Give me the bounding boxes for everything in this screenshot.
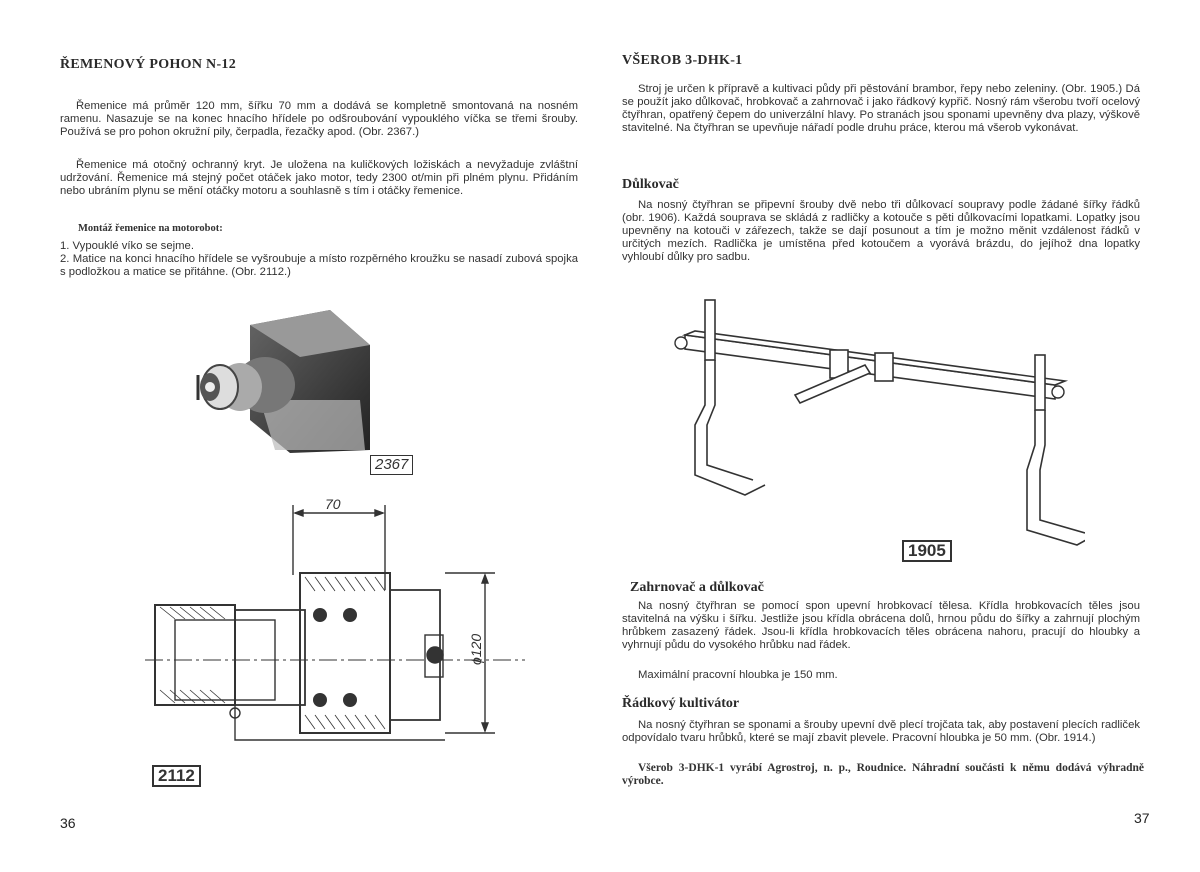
- figure-label-1905: 1905: [902, 540, 952, 562]
- section-title-kultivator: Řádkový kultivátor: [622, 696, 740, 711]
- dimension-120: ϕ120: [468, 633, 484, 665]
- intro-paragraph: Stroj je určen k přípravě a kultivaci půdy při pěstování brambor, řepy nebo zeleniny. (Obr. 1905.) Dá se použít jako důlkovač, hrobkovač a zahrnovač i jako řádkový kypřič. Nosný rám všerobu tvoří ocelový čtyřhran, opatřený čepem do univerzální hlavy. Po stranách jsou sponami upevněny dva plazy, výškově stavitelné. Na čtyřhran se upevňuje nářadí podle druhu práce, kterou má všerob vykonávat.: [622, 83, 1140, 135]
- section-title-zahrnovac: Zahrnovač a důlkovač: [630, 580, 764, 595]
- figure-label-2112: 2112: [152, 765, 201, 787]
- pulley-photo-figure: [180, 305, 380, 455]
- section-extra-zahrnovac: Maximální pracovní hloubka je 150 mm.: [638, 669, 838, 681]
- left-page-title: ŘEMENOVÝ POHON N-12: [60, 57, 237, 72]
- page-number-right: 37: [1134, 810, 1150, 826]
- pulley-section-drawing: [145, 495, 535, 755]
- dimension-70: 70: [325, 496, 341, 512]
- section-title-dulkovac: Důlkovač: [622, 177, 679, 192]
- cultivator-frame-figure: [665, 295, 1085, 555]
- paragraph: Řemenice má otočný ochranný kryt. Je uložena na kuličkových ložiskách a nevyžaduje zvláštní udržování. Řemenice má stejný počet otáček jako motor, tedy 2300 ot/min při plném plynu. Přidáním nebo ubráním plynu se mění otáčky motoru a souhlasně s tím i otáčky řemenice.: [60, 159, 578, 198]
- manufacturer-note: Všerob 3-DHK-1 vyrábí Agrostroj, n. p., Roudnice. Náhradní součásti k němu dodává výhradně výrobce.: [622, 762, 1144, 788]
- step-2: 2. Matice na konci hnacího hřídele se vyšroubuje a místo rozpěrného kroužku se nasadí zubová spojka s podložkou a matice se přitáhne. (Obr. 2112.): [60, 253, 578, 279]
- step-1: 1. Vypouklé víko se sejme.: [60, 240, 194, 252]
- section-text-kultivator: Na nosný čtyřhran se sponami a šrouby upevní dvě plecí trojčata tak, aby postavení plecích radliček odpovídalo tvaru hrůbků, které se mají zbavit plevele. Pracovní hloubka je 50 mm. (Obr. 1914.): [622, 719, 1140, 745]
- paragraph: Řemenice má průměr 120 mm, šířku 70 mm a dodává se kompletně smontovaná na nosném ramenu. Nasazuje se na konec hnacího hřídele po odšroubování vypouklého víčka se třemi šrouby. Používá se pro pohon okružní pily, čerpadla, řezačky apod. (Obr. 2367.): [60, 100, 578, 139]
- section-text-zahrnovac: Na nosný čtyřhran se pomocí spon upevní hrobkovací tělesa. Křídla hrobkovacích těles jsou stavitelná na výšku i šířku. Jestliže jsou křídla obrácena dolů, hrnou půdu do šířky a zahrnují plochým hrůbkem zasazený řádek. Jsou-li křídla hrobkovacích těles obrácena nahoru, pracují do hloubky a vyhrnují půdu do vysokého hrůbku nad řádek.: [622, 600, 1140, 652]
- figure-label-2367: 2367: [370, 455, 413, 475]
- right-page: [600, 0, 1200, 872]
- right-page-title: VŠEROB 3-DHK-1: [622, 53, 743, 68]
- mount-heading: Montáž řemenice na motorobot:: [78, 223, 223, 234]
- page-number-left: 36: [60, 815, 76, 831]
- section-text-dulkovac: Na nosný čtyřhran se připevní šrouby dvě nebo tři důlkovací soupravy podle žádané šířky řádků (obr. 1906). Každá souprava se skládá z radličky a kotouče s pěti důlkovacími lopatkami. Lopatky jsou upevněny na kotouči v zářezech, takže se dají posunout a tím je možno měnit vzdálenost řádků v určitých mezích. Radlička je umístěna před kotoučem a vyorává brázdu, do jejíhož dna lopatky vyhloubí důlky pro sadbu.: [622, 199, 1140, 264]
